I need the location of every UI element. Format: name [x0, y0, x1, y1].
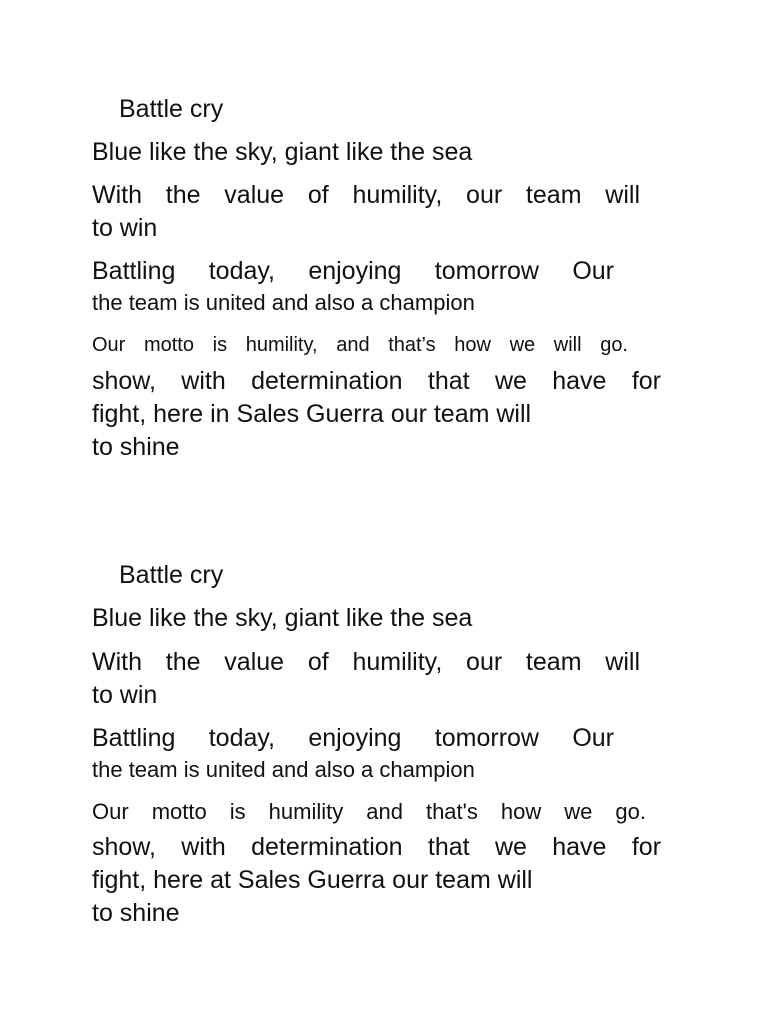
verse-line: Blue like the sky, giant like the sea: [92, 604, 473, 632]
verse-line: show, with determination that we have for: [92, 833, 661, 861]
verse-line: to win: [92, 214, 158, 242]
verse-line: With the value of humility, our team will: [92, 181, 640, 209]
verse-line: Battling today, enjoying tomorrow Our: [92, 257, 614, 285]
verse-line: fight, here in Sales Guerra our team will: [92, 400, 532, 428]
verse-line: fight, here at Sales Guerra our team will: [92, 866, 533, 894]
stanza-title: Battle cry: [119, 95, 224, 123]
stanza-title: Battle cry: [119, 561, 224, 589]
verse-line: With the value of humility, our team will: [92, 648, 640, 676]
verse-line: to shine: [92, 899, 180, 927]
verse-line: show, with determination that we have for: [92, 367, 661, 395]
verse-line: Battling today, enjoying tomorrow Our: [92, 724, 614, 752]
verse-line: Our motto is humility, and that’s how we will go.: [92, 334, 628, 356]
verse-line: the team is united and also a champion: [92, 290, 475, 315]
verse-line: Our motto is humility and that's how we go.: [92, 799, 646, 824]
verse-line: Blue like the sky, giant like the sea: [92, 138, 473, 166]
verse-line: the team is united and also a champion: [92, 757, 475, 782]
verse-line: to shine: [92, 433, 180, 461]
verse-line: to win: [92, 681, 158, 709]
